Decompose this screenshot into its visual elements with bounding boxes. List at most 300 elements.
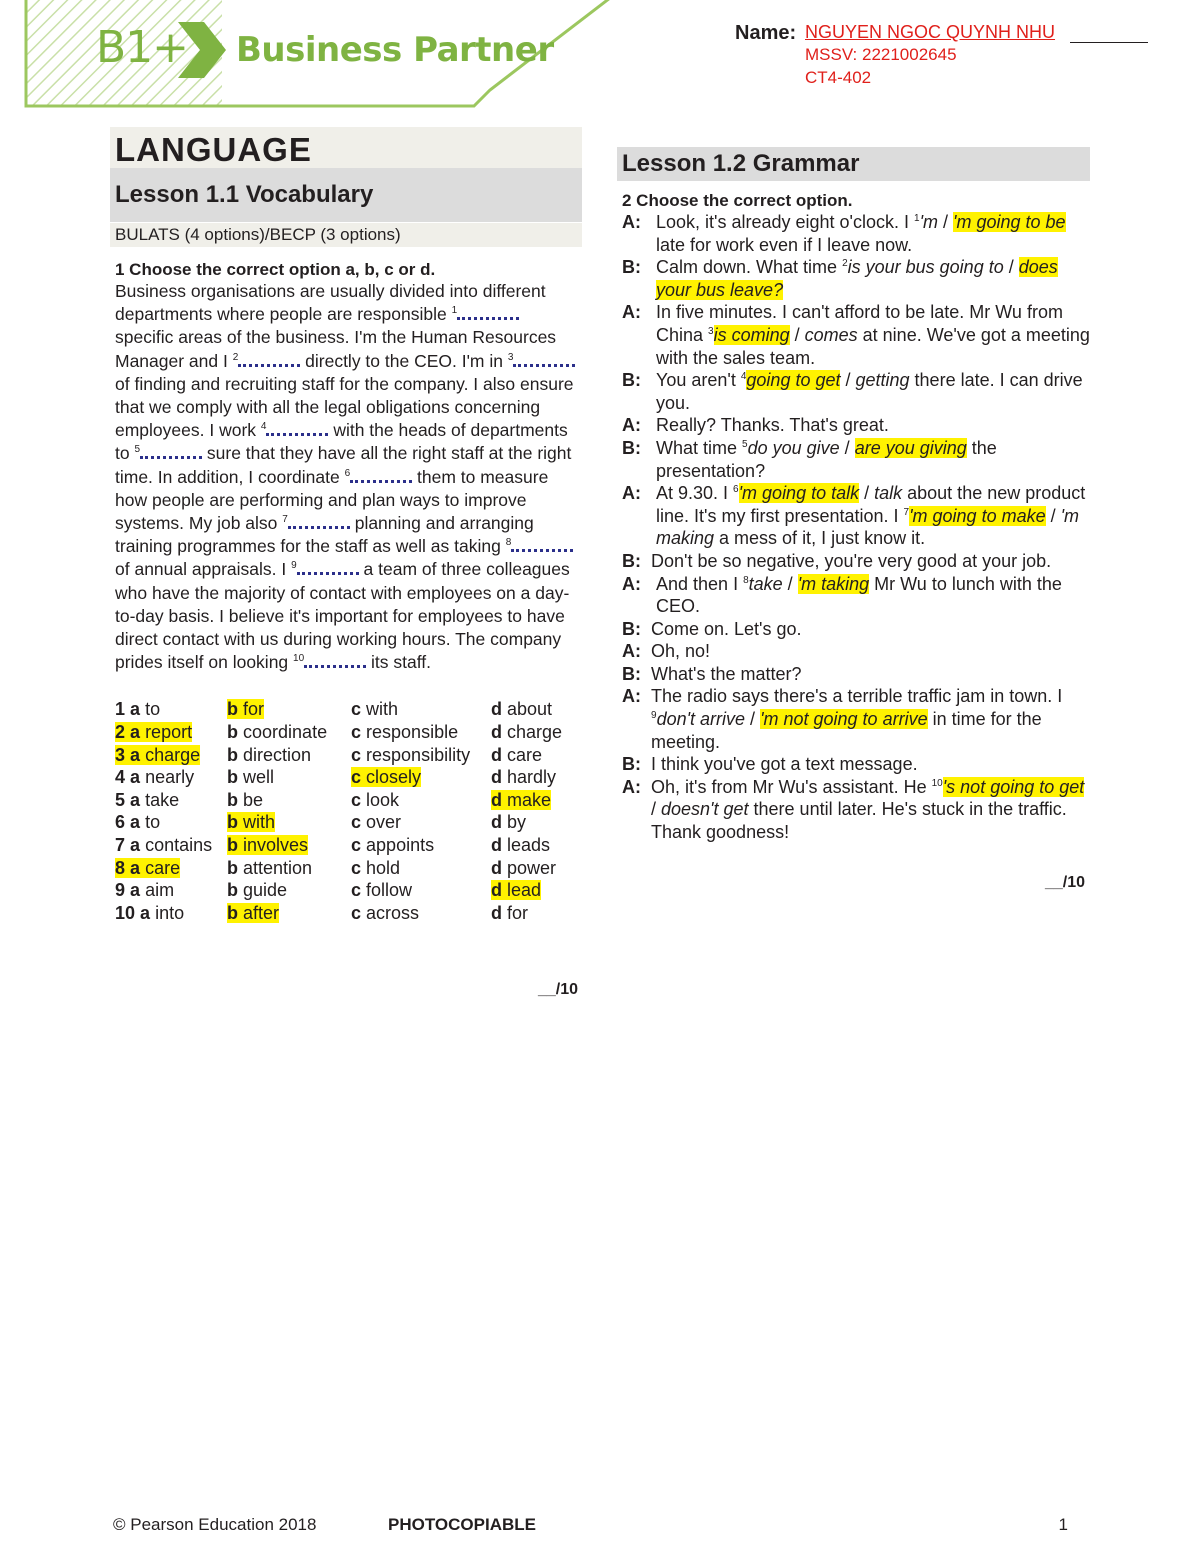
option-c [351,789,491,812]
utterance [656,369,1090,414]
gap-number: 2 [842,258,848,270]
selected-option: 'm not going to arrive [760,709,928,730]
option-letter: c [351,880,362,901]
option-a [115,789,227,812]
option-word: with [243,812,276,833]
option-word: care [507,744,543,765]
option-choice [491,790,551,810]
option-choice [491,812,526,832]
dialogue-line [622,437,1090,482]
option-word: leads [507,835,551,856]
option-letter: a [140,902,151,923]
selected-option: is coming [713,324,790,345]
option-choice [227,767,274,787]
option-choice [115,699,160,719]
option-letter: a [130,812,141,833]
option-word: for [507,902,529,923]
score-box: __/10 [537,981,578,998]
question-number: 2 [115,722,126,743]
option-choice [351,699,398,719]
option-c [351,744,491,767]
option-letter: c [351,699,362,720]
option-row [115,857,582,880]
selected-option: going to get [746,370,841,391]
option-letter: d [491,857,502,878]
option-choice [115,903,184,923]
option-text: do you give [747,437,840,458]
option-row [115,902,582,925]
speaker-label: A: [622,302,641,323]
dialogue-text: about the new product line. It's my first presentation. I [656,483,1086,526]
option-choice [227,745,311,765]
dialogue-text: And then I [656,573,744,594]
selected-option: 'm going to talk [738,483,860,504]
blank-gap [511,540,573,552]
option-word: responsibility [366,744,471,765]
option-word: aim [145,880,175,901]
dialogue-line [622,640,1090,663]
section-title: LANGUAGE [110,127,582,168]
gap-number: 4 [740,371,747,383]
option-word: follow [366,880,413,901]
dialogue-text: Mr Wu to lunch with the CEO. [656,573,1062,617]
lesson-title: Lesson 1.2 Grammar [617,147,1090,181]
utterance [656,211,1090,256]
dialogue [622,211,1090,844]
option-word: for [243,699,265,720]
option-choice [227,790,263,810]
option-letter: b [227,857,238,878]
option-a [115,744,227,767]
dialogue-text: there until later. He's stuck in the traffic. Thank goodness! [651,799,1067,843]
option-choice [351,858,400,878]
dialogue-line [622,685,1090,753]
option-choice [491,835,550,855]
utterance [656,482,1090,550]
dialogue-line [622,776,1090,844]
speaker-label: B: [622,754,641,775]
option-choice [115,790,179,810]
option-d [491,834,581,857]
logo-name: Business Partner [236,30,554,70]
dialogue-text: the presentation? [656,437,997,481]
chevron-right-icon [176,20,228,80]
gap-number: 6 [733,484,739,496]
option-b [227,721,351,744]
option-word: involves [243,835,309,856]
option-word: direction [243,744,312,765]
option-word: about [507,699,553,720]
option-d [491,811,581,834]
blank-gap [297,563,359,575]
option-letter: d [491,722,502,743]
utterance [651,550,1090,573]
option-d [491,766,581,789]
option-letter: b [227,835,238,856]
option-text: 'm making [656,505,1080,549]
option-word: be [243,789,264,810]
option-word: well [243,767,275,788]
answer-options [115,698,582,924]
option-word: by [507,812,527,833]
selected-option: 'm going to make [909,505,1046,526]
option-letter: b [227,789,238,810]
dialogue-text: Look, it's already eight o'clock. I [656,212,915,232]
utterance [651,776,1090,844]
passage-text: of finding and recruiting staff for the company. I also ensure that we comply with all the legal obligations concerning employees. I work [115,373,574,441]
option-choice [115,880,174,900]
option-d [491,879,581,902]
option-choice [227,835,308,855]
option-a [115,857,227,880]
option-d [491,744,581,767]
option-word: care [145,857,181,878]
dialogue-text: / [1045,505,1061,526]
option-letter: b [227,880,238,901]
gap-number: 9 [651,710,657,722]
option-text: comes [804,324,858,345]
speaker-label: A: [622,483,641,504]
dialogue-line [622,256,1090,301]
option-choice [227,812,275,832]
gap-number: 2 [232,351,239,363]
option-row [115,766,582,789]
option-letter: a [130,722,141,743]
question-number: 1 [115,699,126,720]
passage-text: Business organisations are usually divided into different departments where people are responsible [115,281,546,325]
option-word: lead [507,880,542,901]
option-word: to [145,812,161,833]
option-choice [351,812,401,832]
speaker-label: B: [622,257,641,278]
option-letter: c [351,722,362,743]
dialogue-text: At 9.30. I [656,483,734,504]
option-choice [491,699,552,719]
option-word: over [366,812,402,833]
option-choice [351,722,458,742]
selected-option: does your bus leave? [656,257,1058,300]
option-b [227,698,351,721]
dialogue-text: late for work even if I leave now. [656,234,913,255]
option-letter: c [351,812,362,833]
dialogue-text: at nine. We've got a meeting with the sales team. [656,324,1090,368]
dialogue-line [622,618,1090,641]
option-word: take [145,789,180,810]
option-choice [227,699,264,719]
option-letter: a [130,789,141,810]
utterance [656,437,1090,482]
option-word: look [366,789,400,810]
dialogue-text: Calm down. What time [656,257,843,278]
option-d [491,789,581,812]
option-choice [351,790,399,810]
utterance [651,618,1090,641]
option-b [227,879,351,902]
option-letter: c [351,744,362,765]
dialogue-line [622,369,1090,414]
passage-text: them to measure how people are performing and plan ways to improve systems. My job also [115,466,549,534]
speaker-label: A: [622,776,641,797]
question-number: 5 [115,789,126,810]
passage-text: of annual appraisals. I [115,559,292,580]
option-row [115,879,582,902]
option-letter: a [130,699,141,720]
vocabulary-section [110,127,582,924]
option-letter: c [351,835,362,856]
dialogue-text: / [789,324,805,345]
gap-number: 5 [742,438,748,450]
gap-number: 8 [505,537,512,549]
photocopiable-label: PHOTOCOPIABLE [388,1515,536,1534]
option-letter: a [130,835,141,856]
dialogue-text: / [782,573,798,594]
option-letter: d [491,789,502,810]
speaker-label: A: [622,573,641,594]
utterance [651,685,1090,753]
blank-gap [350,471,412,483]
option-b [227,789,351,812]
option-word: coordinate [243,722,328,743]
gap-number: 3 [708,325,714,337]
option-a [115,879,227,902]
student-class: CT4-402 [805,68,872,87]
option-letter: b [227,767,238,788]
gap-number: 6 [344,467,351,479]
dialogue-text: / [1003,257,1019,278]
option-word: closely [366,767,422,788]
option-d [491,902,581,925]
blank-gap [304,656,366,668]
option-choice [491,903,528,923]
option-word: hardly [507,767,557,788]
option-letter: b [227,744,238,765]
gap-number: 5 [134,444,141,456]
exercise-instruction: 1 Choose the correct option a, b, c or d. [115,260,436,279]
option-choice [491,745,542,765]
option-choice [115,767,194,787]
question-number: 3 [115,744,126,765]
option-choice [491,858,556,878]
speaker-label: B: [622,550,641,571]
blank-gap [266,424,328,436]
option-d [491,698,581,721]
name-label: Name: [735,22,797,44]
option-word: make [507,789,552,810]
option-text: take [748,573,783,594]
option-a [115,766,227,789]
blank-gap [238,355,300,367]
option-c [351,766,491,789]
blank-gap [288,517,350,529]
dialogue-line [622,550,1090,573]
dialogue-text: in time for the meeting. [651,709,1042,752]
dialogue-text: / [840,370,856,391]
speaker-label: A: [622,212,641,232]
lesson-title: Lesson 1.1 Vocabulary [110,168,582,222]
option-word: charge [507,722,563,743]
option-letter: d [491,744,502,765]
dialogue-text: Really? Thanks. That's great. [656,415,889,436]
option-text: don't arrive [656,709,746,730]
option-word: hold [366,857,401,878]
name-underline [1070,42,1148,43]
question-number: 8 [115,857,126,878]
dialogue-text: / [745,709,761,730]
dialogue-text: The radio says there's a terrible traffic jam in town. I [651,686,1063,707]
option-b [227,766,351,789]
option-choice [351,903,419,923]
option-row [115,811,582,834]
option-letter: c [351,857,362,878]
option-d [491,721,581,744]
option-choice [351,767,421,787]
option-letter: c [351,767,362,788]
passage-text: sure that they have all the right staff at the right time. In addition, I coordinate [115,443,572,487]
option-choice [115,745,200,765]
dialogue-text: Oh, no! [651,641,711,662]
option-a [115,902,227,925]
option-c [351,698,491,721]
gap-number: 10 [293,653,305,665]
gap-number: 9 [291,560,297,572]
dialogue-line [622,301,1090,369]
option-choice [115,835,212,855]
gap-number: 7 [282,514,288,526]
option-letter: d [491,835,502,856]
dialogue-text: / [839,437,855,458]
passage-text: planning and arranging training programmes for the staff as well as taking [115,513,534,557]
option-choice [227,858,312,878]
option-letter: b [227,812,238,833]
blank-gap [513,355,575,367]
option-letter: a [130,744,141,765]
blank-gap [140,447,202,459]
gap-number: 1 [914,213,920,224]
copyright: © Pearson Education 2018 [113,1515,317,1534]
utterance [651,753,1090,776]
option-d [491,857,581,880]
speaker-label: A: [622,641,641,662]
option-row [115,698,582,721]
selected-option: 'm taking [797,573,870,594]
option-c [351,902,491,925]
gap-fill-passage [115,280,580,674]
option-word: with [366,699,399,720]
option-choice [115,722,192,742]
dialogue-text: / [859,483,875,504]
dialogue-text: What time [656,437,743,458]
option-b [227,811,351,834]
dialogue-text: / [651,799,662,820]
option-choice [351,745,470,765]
option-letter: b [227,722,238,743]
option-row [115,789,582,812]
student-id: MSSV: 2221002645 [805,45,957,64]
speaker-label: A: [622,686,641,707]
option-choice [491,767,556,787]
option-choice [227,880,287,900]
speaker-label: B: [622,370,641,391]
dialogue-line [622,482,1090,550]
option-letter: a [130,880,141,901]
option-word: appoints [366,835,435,856]
dialogue-text: Oh, it's from Mr Wu's assistant. He [651,776,932,797]
question-number: 10 [115,902,136,923]
option-word: after [243,902,280,923]
exercise-instruction: 2 Choose the correct option. [622,191,853,210]
option-letter: b [227,902,238,923]
speaker-label: B: [622,618,641,639]
option-word: across [366,902,420,923]
option-letter: d [491,767,502,788]
option-a [115,811,227,834]
utterance [651,640,1090,663]
gap-number: 1 [451,305,458,317]
dialogue-text: In five minutes. I can't afford to be late. Mr Wu from China [656,302,1063,345]
option-c [351,721,491,744]
option-a [115,834,227,857]
grammar-section [617,147,1090,844]
passage-text: with the heads of departments to [115,420,568,464]
option-letter: d [491,880,502,901]
option-row [115,834,582,857]
option-choice [491,722,562,742]
dialogue-text: / [938,212,954,232]
dialogue-text: there late. I can drive you. [656,370,1083,413]
option-word: nearly [145,767,195,788]
question-number: 9 [115,880,126,901]
dialogue-line [622,573,1090,618]
selected-option: are you giving [854,437,967,458]
dialogue-text: a mess of it, I just know it. [714,528,926,549]
utterance [656,301,1090,369]
option-word: report [145,722,193,743]
option-letter: c [351,789,362,810]
option-b [227,902,351,925]
option-letter: a [130,857,141,878]
option-text: is your bus going to [847,257,1004,278]
dialogue-text: What's the matter? [651,663,802,684]
option-choice [227,903,279,923]
option-word: to [145,699,161,720]
dialogue-line [622,663,1090,686]
option-choice [351,880,412,900]
option-c [351,857,491,880]
exam-subtitle: BULATS (4 options)/BECP (3 options) [110,223,582,247]
option-choice [491,880,541,900]
option-row [115,721,582,744]
option-letter: c [351,902,362,923]
dialogue-text: I think you've got a text message. [651,754,918,775]
option-b [227,834,351,857]
passage-text: a team of three colleagues who have the majority of contact with employees on a day-to-day basis. I believe it's important for employees to have direct contact with us during working hours. The company prides itself on looking [115,559,570,673]
gap-number: 4 [260,421,267,433]
selected-option: 's not going to get [942,776,1085,797]
option-text: talk [874,483,903,504]
option-word: attention [243,857,313,878]
passage-text: its staff. [366,652,431,673]
option-text: 'm [919,212,939,232]
option-c [351,834,491,857]
option-word: guide [243,880,288,901]
student-name: NGUYEN NGOC QUYNH NHU [805,22,1056,42]
dialogue-line [622,414,1090,437]
speaker-label: B: [622,663,641,684]
gap-number: 8 [743,574,749,586]
option-a [115,721,227,744]
option-b [227,744,351,767]
dialogue-text: You aren't [656,370,741,391]
